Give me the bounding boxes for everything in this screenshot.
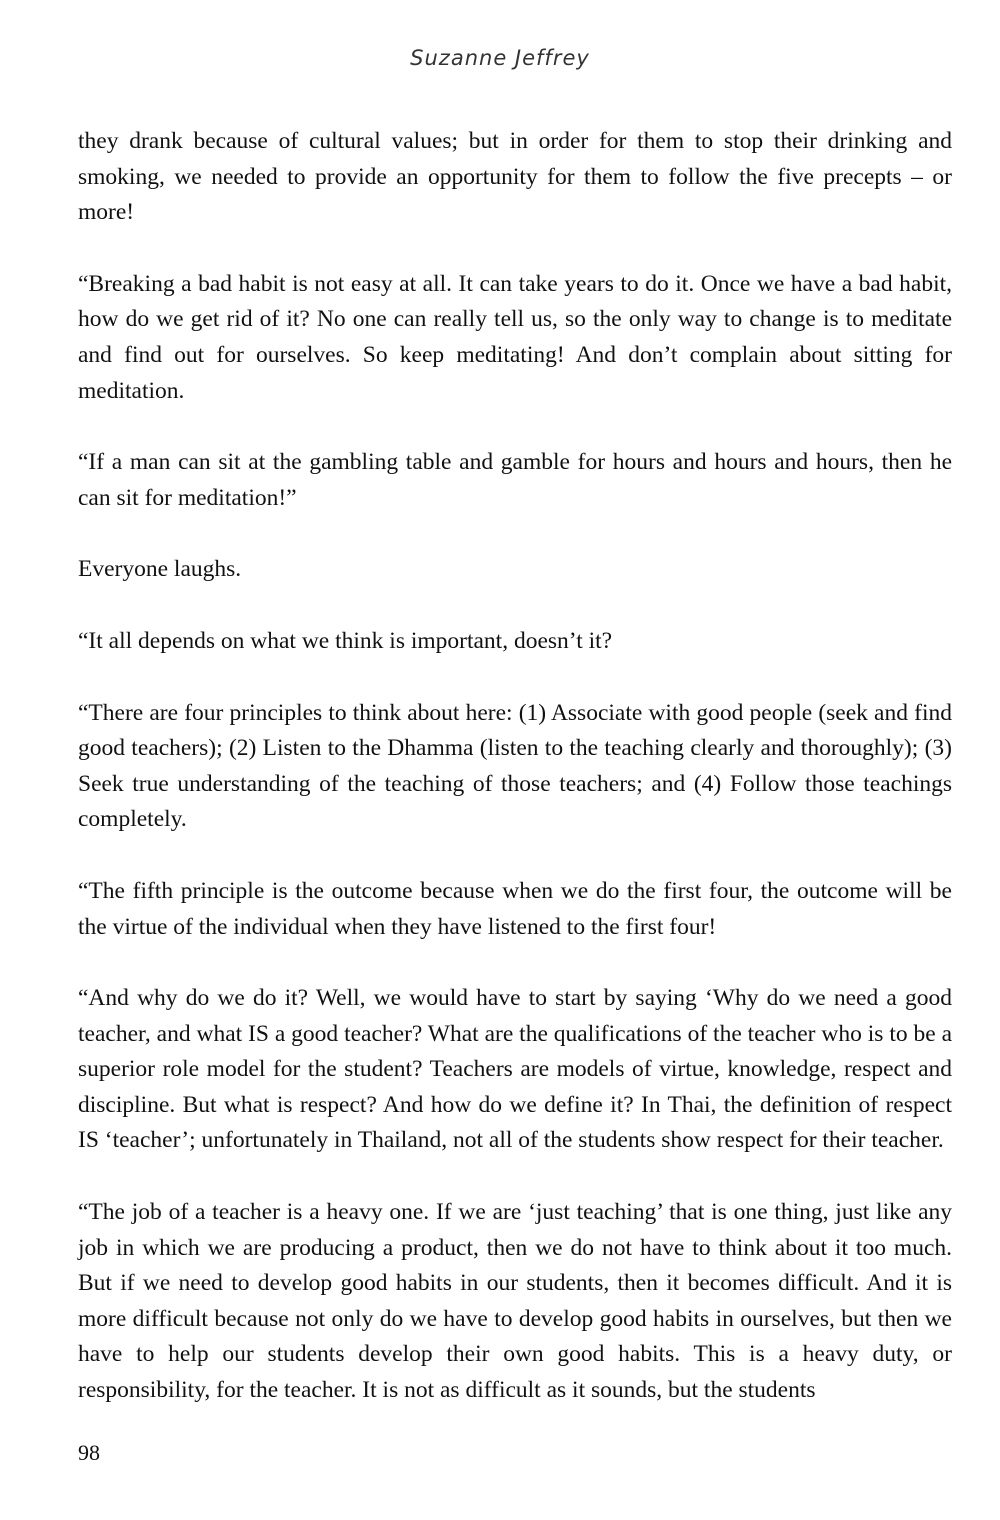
paragraph: “It all depends on what we think is important, doesn’t it? <box>78 627 613 654</box>
paragraph: “The fifth principle is the outcome because when we do the first four, the outcome will be the virtue of the individual when they have listened to the first four! <box>78 877 952 940</box>
paragraph: they drank because of cultural values; but in order for them to stop their drinking and smoking, we needed to provide an opportunity for them to follow the five precepts – or more! <box>78 128 952 226</box>
paragraph: “If a man can sit at the gambling table and gamble for hours and hours and hours, then he can sit for meditation!” <box>78 449 952 511</box>
page-number: 98 <box>78 1440 100 1465</box>
paragraph: “The job of a teacher is a heavy one. If we are ‘just teaching’ that is one thing, just like any job in which we are producing a product, then we do not have to think about it too much. But if we need to develop good habits in our students, then it becomes difficult. And it is more difficult because not only do we have to develop good habits in ourselves, but then we have to help our students develop their own good habits. This is a heavy duty, or responsibility, for the teacher. It is not as difficult as it sounds, but the students <box>78 1199 952 1404</box>
running-head: Suzanne Jeffrey <box>410 46 590 70</box>
body-text <box>78 124 952 1445</box>
paragraph: “There are four principles to think about here: (1) Associate with good people (seek and find good teachers); (2) Listen to the Dhamma (listen to the teaching clearly and thoroughly); (3) Seek true understanding of the teaching of those teachers; and (4) Follow those teachings completely. <box>78 699 952 833</box>
paragraph: “Breaking a bad habit is not easy at all. It can take years to do it. Once we have a bad habit, how do we get rid of it? No one can really tell us, so the only way to change is to meditate and find out for ourselves. So keep meditating! And don’t complain about sitting for meditation. <box>78 270 952 404</box>
paragraph: Everyone laughs. <box>78 556 242 583</box>
paragraph: “And why do we do it? Well, we would have to start by saying ‘Why do we need a good teacher, and what IS a good teacher? What are the qualifications of the teacher who is to be a superior role model for the student? Teachers are models of virtue, knowledge, respect and discipline. But what is respect? And how do we define it? In Thai, the definition of respect IS ‘teacher’; unfortunately in Thailand, not all of the students show respect for their teacher. <box>78 985 952 1154</box>
